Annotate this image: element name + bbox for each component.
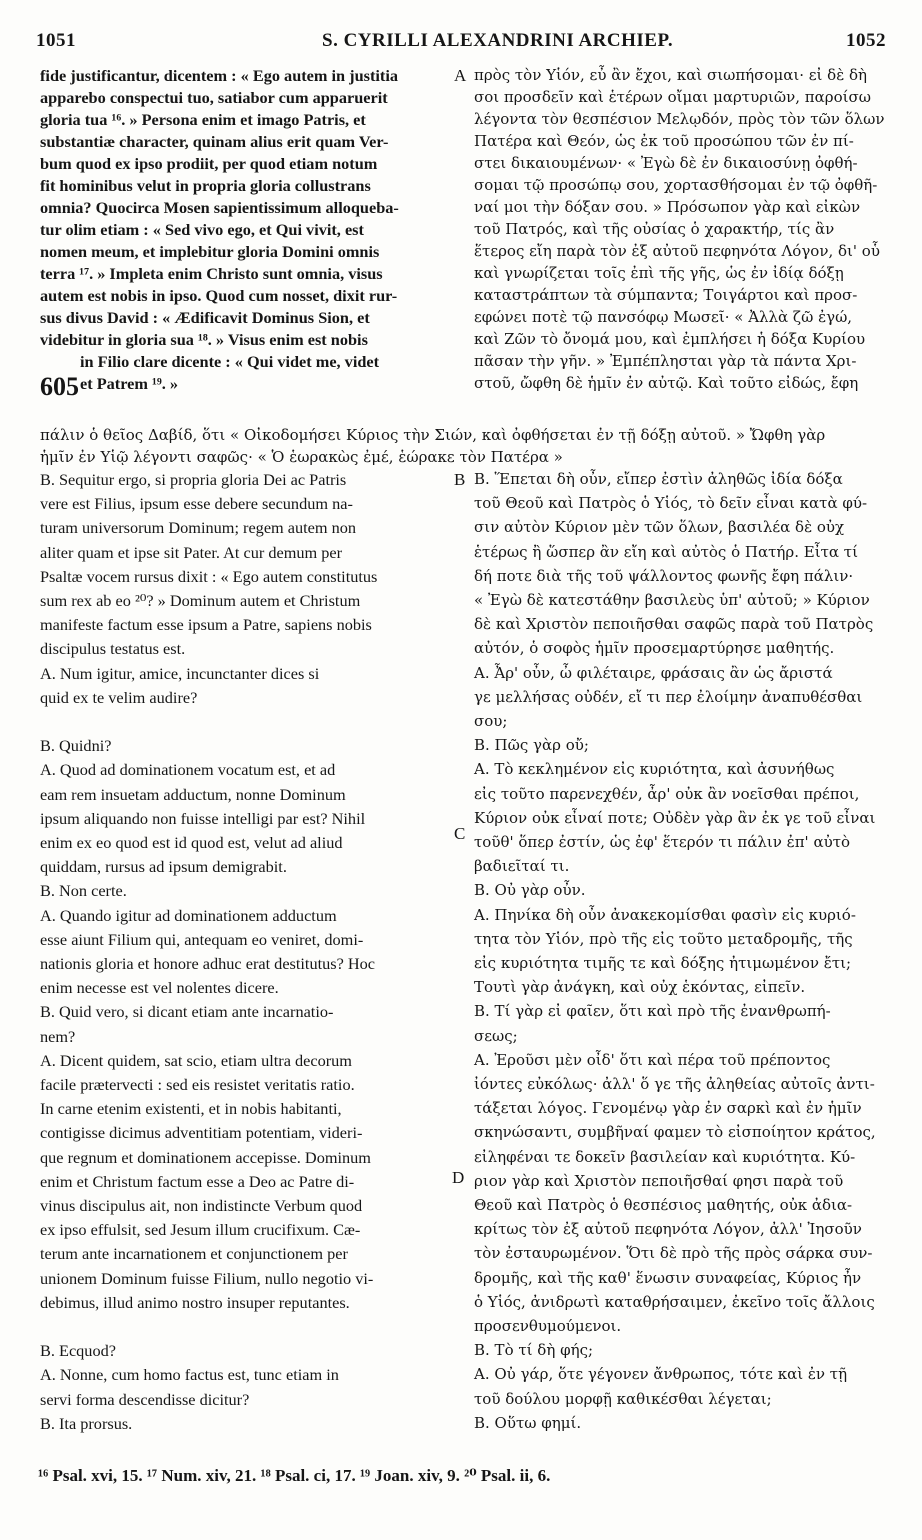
latin-line: enim et Christum factum esse a Deo ac Patre di- bbox=[40, 1171, 355, 1191]
greek-line: δή ποτε διὰ τῆς τοῦ ψάλλοντος φωνῆς ἔφη πάλιν· bbox=[474, 566, 854, 585]
latin-line: enim ex eo quod est id quod est, velut ad aliud bbox=[40, 833, 343, 852]
greek-line: εἰληφέναι τε δοκεῖν βασιλείαν καὶ κυριότητα. Κύ- bbox=[474, 1147, 856, 1166]
greek-line: καὶ Ζῶν τὸ ὄνομά μου, καὶ ἐμπλήσει ἡ δόξα Κυρίου bbox=[474, 330, 866, 348]
greek-line: ἰόντες εὐκόλως· ἀλλ' ὅ γε τῆς ἀληθείας αὐτοῖς ἀντι- bbox=[474, 1075, 875, 1093]
latin-line: autem est nobis in ipso. Quod cum nosset, dixit rur- bbox=[40, 286, 398, 305]
greek-line: στει δικαιουμένων· « Ἐγὼ δὲ ἐν δικαιοσύνῃ ὀφθή- bbox=[474, 154, 858, 172]
latin-line: tur olim etiam : « Sed vivo ego, et Qui vivit, est bbox=[40, 220, 364, 239]
greek-line: σκηνώσαντι, συμβῆναί φαμεν τὸ εἰσποίητον κράτος, bbox=[474, 1123, 876, 1142]
greek-column-2 bbox=[474, 470, 894, 1450]
margin-letter-b: B bbox=[454, 470, 466, 489]
latin-line: aliter quam et ipse sit Pater. At cur demum per bbox=[40, 542, 343, 562]
greek-full-line: πάλιν ὁ θεῖος Δαβίδ, ὅτι « Οἰκοδομήσει Κύριος τὴν Σιών, καὶ ὀφθήσεται ἐν τῇ δόξῃ αὐτοῦ. » Ὤφθη γὰρ bbox=[40, 426, 826, 444]
latin-line: A. Nonne, cum homo factus est, tunc etiam in bbox=[40, 1365, 339, 1385]
greek-line: Α. Πηνίκα δὴ οὖν ἀνακεκομίσθαι φασὶν εἰς κυριό- bbox=[474, 905, 856, 924]
greek-line: τητα τὸν Υἱόν, πρὸ τῆς εἰς τοῦτο μεταδρομῆς, τῆς bbox=[474, 929, 853, 948]
greek-line: Β. Ἕπεται δὴ οὖν, εἴπερ ἐστὶν ἀληθῶς ἰδία δόξα bbox=[474, 470, 843, 488]
latin-line: ex ipso effulsit, sed Jesum illum crucifixum. Cæ- bbox=[40, 1220, 361, 1240]
latin-line: A. Dicent quidem, sat scio, etiam ultra decorum bbox=[40, 1050, 352, 1070]
greek-line: τὸν ἐσταυρωμένον. Ὅτι δὲ πρὸ τῆς πρὸς σάρκα συν- bbox=[474, 1244, 873, 1263]
latin-line: A. Quando igitur ad dominationem adductum bbox=[40, 905, 337, 925]
greek-full-width-block bbox=[40, 426, 890, 468]
greek-line: Β. Τὸ τί δὴ φής; bbox=[474, 1341, 594, 1360]
latin-line: Psaltæ vocem rursus dixit : « Ego autem constitutus bbox=[40, 566, 378, 586]
latin-line: contigisse dicimus adventitiam potentiam, videri- bbox=[40, 1123, 363, 1143]
latin-line: turam universorum Dominum; regem autem non bbox=[40, 518, 357, 538]
greek-line: Κύριον οὐκ εἶναί ποτε; Οὐδὲν γὰρ ἂν ἐκ γε τοῦ εἶναι bbox=[474, 808, 876, 827]
greek-line: κρίτως τὸν ἐξ αὐτοῦ πεφηνότα Λόγον, ἀλλ' Ἰησοῦν bbox=[474, 1220, 862, 1239]
greek-line: Α. Οὐ γάρ, ὅτε γέγονεν ἄνθρωπος, τότε καὶ ἐν τῇ bbox=[474, 1365, 848, 1384]
latin-line: B. Ita prorsus. bbox=[40, 1413, 133, 1433]
greek-line: εφώνει ποτὲ τῷ πανσόφῳ Μωσεῖ· « Ἀλλὰ ζῶ ἐγώ, bbox=[474, 308, 853, 326]
greek-line: προσενθυμούμενοι. bbox=[474, 1317, 622, 1335]
latin-line: debimus, illud animo nostro insuper reputantes. bbox=[40, 1292, 350, 1312]
greek-line: « Ἐγὼ δὲ κατεστάθην βασιλεὺς ὑπ' αὐτοῦ; » Κύριον bbox=[474, 591, 870, 609]
latin-line: vinus discipulus ait, non indistincte Verbum quod bbox=[40, 1196, 363, 1215]
greek-line: ἕτερος εἴη παρὰ τὸν ἐξ αὐτοῦ πεφηνότα Λόγον, δι' οὗ bbox=[474, 242, 880, 260]
latin-line: B. Sequitur ergo, si propria gloria Dei ac Patris bbox=[40, 470, 347, 489]
greek-line: τάξεται λόγος. Γενομένῳ γὰρ ἐν σαρκὶ καὶ ἐν ἡμῖν bbox=[474, 1099, 862, 1118]
latin-line: bum quod ex ipso prodiit, per quod etiam notum bbox=[40, 154, 378, 173]
latin-line: que regnum et dominationem accepisse. Dominum bbox=[40, 1147, 371, 1167]
latin-line: enim necesse est vel nolentes dicere. bbox=[40, 978, 279, 998]
latin-line: quiddam, rursus ad ipsum demigrabit. bbox=[40, 857, 287, 877]
latin-line: et Patrem ¹⁹. » bbox=[80, 374, 179, 393]
latin-line: vere est Filius, ipsum esse debere secundum na- bbox=[40, 494, 353, 514]
latin-line: B. Quid vero, si dicant etiam ante incarnatio- bbox=[40, 1002, 334, 1022]
greek-line: καὶ γνωρίζεται τοῖς ἐπὶ τῆς γῆς, ὡς ἐν ἰδίᾳ δόξῃ bbox=[474, 264, 844, 282]
latin-line: ipsum aliquando non fuisse intelligi par est? Nihil bbox=[40, 808, 366, 828]
greek-line: σου; bbox=[474, 712, 508, 730]
greek-line: ὁ Υἱός, ἀνιδρωτὶ καταθρήσαιμεν, ἐκεῖνο τοῖς ἄλλοις bbox=[474, 1292, 875, 1311]
greek-line: ριον γὰρ καὶ Χριστὸν πεποιῆσθαί φησι παρὰ τοῦ bbox=[474, 1171, 844, 1190]
greek-line: Β. Οὐ γὰρ οὖν. bbox=[474, 881, 586, 900]
greek-line: αὐτόν, ὁ σοφὸς ἡμῖν προσεμαρτύρησε μαθητής. bbox=[474, 639, 835, 658]
latin-column-1 bbox=[40, 66, 450, 396]
running-title: S. CYRILLI ALEXANDRINI ARCHIEP. bbox=[322, 30, 674, 51]
greek-line: τοῦθ' ὅπερ ἐστίν, ὡς ἐφ' ἕτερόν τι πάλιν ἐπ' αὐτὸ bbox=[474, 833, 851, 851]
latin-line: servi forma descendisse dicitur? bbox=[40, 1389, 250, 1409]
latin-line: sum rex ab eo ²⁰? » Dominum autem et Christum bbox=[40, 591, 361, 610]
latin-line: apparebo conspectui tuo, satiabor cum apparuerit bbox=[40, 88, 388, 107]
greek-line: στοῦ, ὤφθη δὲ ἡμῖν ἐν αὐτῷ. Καὶ τοῦτο εἰδώς, ἔφη bbox=[474, 374, 859, 392]
latin-column-2 bbox=[40, 470, 450, 1450]
greek-line: εἰς τοῦτο παρενεχθέν, ἆρ' οὐκ ἂν νοεῖσθαι πρέποι, bbox=[474, 784, 860, 803]
column-number: 605 bbox=[40, 372, 79, 401]
greek-line: λέγοντα τὸν θεσπέσιον Μελῳδόν, πρὸς τὸν τῶν ὅλων bbox=[474, 110, 885, 128]
latin-line: fide justificantur, dicentem : « Ego autem in justitia bbox=[40, 66, 399, 85]
latin-line: videbitur in gloria sua ¹⁸. » Visus enim est nobis bbox=[40, 330, 368, 349]
latin-line: substantiæ character, quinam alius erit quam Ver- bbox=[40, 132, 389, 151]
latin-line: facile prætervecti : sed eis resistet veritatis ratio. bbox=[40, 1075, 355, 1094]
greek-line: πρὸς τὸν Υἱόν, εὖ ἂν ἔχοι, καὶ σιωπήσομαι· εἰ δὲ δὴ bbox=[474, 66, 868, 84]
greek-line: σοι προσδεῖν καὶ ἑτέρων οἴμαι μαρτυριῶν, παροίσω bbox=[474, 88, 871, 106]
greek-line: τοῦ δούλου μορφῇ καθικέσθαι λέγεται; bbox=[474, 1389, 772, 1408]
margin-letter-d: D bbox=[452, 1168, 465, 1187]
latin-line: B. Non certe. bbox=[40, 881, 127, 901]
greek-line: σιν αὐτὸν Κύριον μὲν τῶν ὅλων, βασιλέα δὲ οὐχ bbox=[474, 518, 845, 537]
greek-line: σεως; bbox=[474, 1026, 518, 1045]
latin-line: in Filio clare dicente : « Qui videt me, videt bbox=[80, 352, 380, 371]
latin-line: B. Ecquod? bbox=[40, 1341, 116, 1361]
latin-line: terra ¹⁷. » Impleta enim Christo sunt omnia, visus bbox=[40, 264, 383, 283]
latin-line: eam rem insuetam adductum, nonne Dominum bbox=[40, 784, 346, 804]
greek-line: Α. Ἆρ' οὖν, ὦ φιλέταιρε, φράσαις ἂν ὡς ἄριστά bbox=[474, 663, 833, 682]
greek-line: τοῦ Πατρός, καὶ τῆς οὐσίας ὁ χαρακτήρ, τίς ἂν bbox=[474, 220, 835, 238]
greek-column-1 bbox=[474, 66, 894, 396]
greek-line: Τουτὶ γὰρ ἀνάγκη, καὶ οὐχ ἑκόντας, εἰπεῖν. bbox=[474, 978, 806, 997]
latin-line: quid ex te velim audire? bbox=[40, 687, 198, 707]
latin-line: sus divus David : « Ædificavit Dominus Sion, et bbox=[40, 308, 370, 327]
latin-line: A. Num igitur, amice, incunctanter dices si bbox=[40, 663, 320, 683]
greek-line: Β. Τί γὰρ εἰ φαῖεν, ὅτι καὶ πρὸ τῆς ἐνανθρωπή- bbox=[474, 1002, 831, 1021]
greek-line: Β. Οὕτω φημί. bbox=[474, 1413, 582, 1432]
page-number-left: 1051 bbox=[36, 30, 76, 51]
greek-line: δρομῆς, καὶ τῆς καθ' ἕνωσιν συναφείας, Κύριος ἦν bbox=[474, 1268, 862, 1287]
latin-line: unionem Dominum fuisse Filium, nullo negotio vi- bbox=[40, 1268, 374, 1288]
footnotes: ¹⁶ Psal. xvi, 15. ¹⁷ Num. xiv, 21. ¹⁸ Psal. ci, 17. ¹⁹ Joan. xiv, 9. ²⁰ Psal. ii, 6. bbox=[38, 1466, 551, 1485]
margin-letter-a: A bbox=[454, 66, 467, 85]
latin-line: A. Quod ad dominationem vocatum est, et ad bbox=[40, 760, 336, 780]
margin-letter-c: C bbox=[454, 824, 466, 843]
greek-line: καταστράπτων τὰ σύμπαντα; Τοιγάρτοι καὶ προσ- bbox=[474, 286, 858, 304]
greek-line: ναί μοι τὴν δόξαν σου. » Πρόσωπον γὰρ καὶ εἰκὼν bbox=[474, 198, 861, 216]
greek-line: Θεοῦ καὶ Πατρὸς ὁ θεσπέσιος μαθητής, οὐκ ἀδια- bbox=[474, 1196, 853, 1214]
greek-line: εἰς κυριότητα τιμῆς τε καὶ δόξης ἠτιμωμένον ἔτι; bbox=[474, 954, 852, 972]
greek-line: σομαι τῷ προσώπῳ σου, χορτασθήσομαι ἐν τῷ ὀφθῆ- bbox=[474, 176, 878, 194]
latin-line: In carne etenim existenti, et in nobis habitanti, bbox=[40, 1099, 342, 1119]
latin-line: nomen meum, et implebitur gloria Domini omnis bbox=[40, 242, 380, 261]
greek-line: Α. Ἐροῦσι μὲν οἶδ' ὅτι καὶ πέρα τοῦ πρέποντος bbox=[474, 1050, 831, 1069]
greek-line: Α. Τὸ κεκλημένον εἰς κυριότητα, καὶ ἀσυνήθως bbox=[474, 760, 835, 779]
latin-line: fit hominibus velut in propria gloria collustrans bbox=[40, 176, 371, 195]
latin-line: gloria tua ¹⁶. » Persona enim et imago Patris, et bbox=[40, 110, 366, 129]
latin-line: terum ante incarnationem et conjunctionem per bbox=[40, 1244, 348, 1264]
latin-line: nem? bbox=[40, 1026, 76, 1046]
greek-line: Β. Πῶς γὰρ οὔ; bbox=[474, 736, 589, 755]
latin-line: B. Quidni? bbox=[40, 736, 112, 756]
latin-line: manifeste factum esse ipsum a Patre, sapiens nobis bbox=[40, 615, 372, 635]
latin-line: esse aiunt Filium qui, antequam eo veniret, domi- bbox=[40, 929, 364, 949]
greek-line: γε μελλήσας οὐδέν, εἴ τι περ ἐλοίμην ἀναπυθέσθαι bbox=[474, 687, 863, 706]
greek-line: τοῦ Θεοῦ καὶ Πατρὸς ὁ Υἱός, τὸ δεῖν εἶναι κατὰ φύ- bbox=[474, 494, 868, 513]
latin-line: discipulus testatus est. bbox=[40, 639, 186, 659]
greek-line: ἑτέρως ἢ ὥσπερ ἂν εἴη καὶ αὐτὸς ὁ Πατήρ. Εἶτα τί bbox=[474, 542, 858, 561]
greek-line: βαδιεῖταί τι. bbox=[474, 857, 570, 876]
latin-line: omnia? Quocirca Mosen sapientissimum alloqueba- bbox=[40, 198, 399, 217]
greek-line: πᾶσαν τὴν γῆν. » Ἐμπέπλησται γὰρ τὰ πάντα Χρι- bbox=[474, 352, 857, 370]
greek-full-line: ἡμῖν ἐν Υἱῷ λέγοντι σαφῶς· « Ὁ ἑωρακὼς ἐμέ, ἑώρακε τὸν Πατέρα » bbox=[40, 448, 563, 466]
greek-line: δὲ καὶ Χριστὸν πεποιῆσθαι σαφῶς παρὰ τοῦ Πατρὸς bbox=[474, 615, 874, 634]
greek-line: Πατέρα καὶ Θεόν, ὡς ἐκ τοῦ προσώπου τῶν ἐν πί- bbox=[474, 132, 854, 150]
latin-line: nationis gloria et honore adhuc erat destitutus? Hoc bbox=[40, 954, 376, 973]
page-number-right: 1052 bbox=[846, 30, 886, 51]
